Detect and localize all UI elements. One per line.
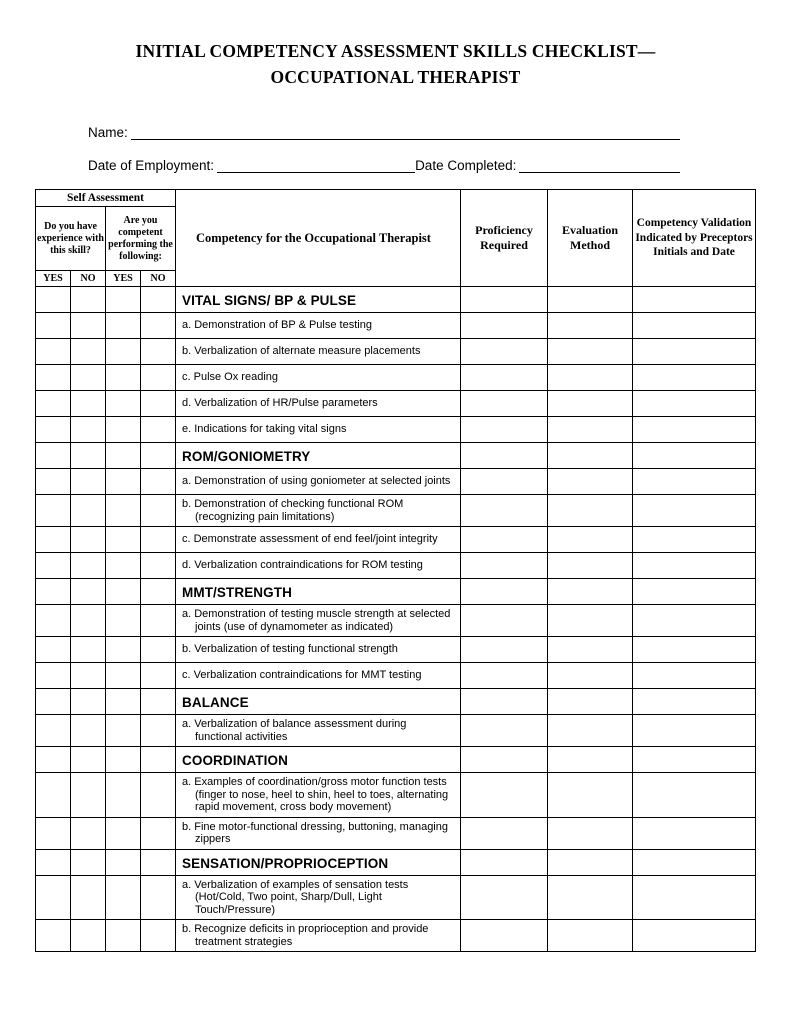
proficiency-cell — [461, 715, 548, 747]
evaluation-method-cell — [548, 391, 633, 417]
evaluation-method-cell — [548, 527, 633, 553]
evaluation-method-cell — [548, 663, 633, 689]
proficiency-cell — [461, 689, 548, 715]
competency-item-cell: a. Demonstration of using goniometer at selected joints — [176, 469, 461, 495]
item-row — [36, 391, 756, 417]
experience-yes-cell — [36, 715, 71, 747]
competent-no-cell — [141, 849, 176, 875]
experience-yes-cell — [36, 689, 71, 715]
experience-no-cell — [71, 443, 106, 469]
experience-no-cell — [71, 391, 106, 417]
competency-item-cell: b. Recognize deficits in proprioception and provide treatment strategies — [176, 920, 461, 952]
proficiency-cell — [461, 817, 548, 849]
experience-question-header: Do you have experience with this skill? — [36, 207, 106, 271]
evaluation-method-cell — [548, 747, 633, 773]
experience-no-cell — [71, 773, 106, 818]
competent-no-cell — [141, 663, 176, 689]
section-row — [36, 287, 756, 313]
evaluation-method-column-header: Evaluation Method — [548, 190, 633, 287]
evaluation-method-cell — [548, 637, 633, 663]
section-title-cell: COORDINATION — [176, 747, 461, 773]
proficiency-cell — [461, 920, 548, 952]
document-title — [0, 38, 791, 90]
experience-no-cell — [71, 875, 106, 920]
experience-no-cell — [71, 715, 106, 747]
experience-yes-cell — [36, 849, 71, 875]
competent-no-cell — [141, 773, 176, 818]
competency-item-cell: c. Pulse Ox reading — [176, 365, 461, 391]
experience-no-cell — [71, 553, 106, 579]
section-row — [36, 747, 756, 773]
evaluation-method-cell — [548, 773, 633, 818]
experience-yes-header: YES — [36, 271, 71, 287]
experience-yes-cell — [36, 365, 71, 391]
experience-yes-cell — [36, 920, 71, 952]
section-title-cell: MMT/STRENGTH — [176, 579, 461, 605]
competency-item-cell: a. Verbalization of examples of sensation tests (Hot/Cold, Two point, Sharp/Dull, Light Touch/Pressure) — [176, 875, 461, 920]
competent-yes-cell — [106, 339, 141, 365]
item-row — [36, 875, 756, 920]
experience-no-cell — [71, 495, 106, 527]
experience-yes-cell — [36, 495, 71, 527]
competency-item-cell: a. Verbalization of balance assessment during functional activities — [176, 715, 461, 747]
experience-yes-cell — [36, 443, 71, 469]
experience-no-cell — [71, 527, 106, 553]
item-row — [36, 417, 756, 443]
experience-yes-cell — [36, 579, 71, 605]
validation-cell — [633, 773, 756, 818]
competency-item-cell: d. Verbalization of HR/Pulse parameters — [176, 391, 461, 417]
validation-cell — [633, 339, 756, 365]
competent-yes-cell — [106, 605, 141, 637]
header-fields — [88, 120, 680, 173]
competency-item-cell: a. Demonstration of testing muscle strength at selected joints (use of dynamometer as indicated) — [176, 605, 461, 637]
competent-yes-cell — [106, 495, 141, 527]
item-row — [36, 313, 756, 339]
validation-cell — [633, 391, 756, 417]
item-row — [36, 637, 756, 663]
experience-yes-cell — [36, 747, 71, 773]
competent-no-cell — [141, 920, 176, 952]
validation-column-header: Competency Validation Indicated by Preceptors Initials and Date — [633, 190, 756, 287]
validation-cell — [633, 313, 756, 339]
proficiency-cell — [461, 313, 548, 339]
competent-yes-cell — [106, 313, 141, 339]
competency-item-cell: b. Demonstration of checking functional ROM (recognizing pain limitations) — [176, 495, 461, 527]
competent-no-cell — [141, 495, 176, 527]
competent-yes-cell — [106, 527, 141, 553]
experience-no-cell — [71, 817, 106, 849]
validation-cell — [633, 605, 756, 637]
competent-yes-cell — [106, 391, 141, 417]
competent-no-cell — [141, 287, 176, 313]
date-of-employment-fill-line — [217, 152, 415, 173]
experience-yes-cell — [36, 313, 71, 339]
date-of-employment-label: Date of Employment: — [88, 158, 215, 173]
evaluation-method-cell — [548, 553, 633, 579]
validation-cell — [633, 747, 756, 773]
experience-no-cell — [71, 469, 106, 495]
competent-yes-cell — [106, 849, 141, 875]
experience-no-cell — [71, 920, 106, 952]
competency-item-cell: a. Demonstration of BP & Pulse testing — [176, 313, 461, 339]
evaluation-method-cell — [548, 875, 633, 920]
proficiency-cell — [461, 579, 548, 605]
validation-cell — [633, 365, 756, 391]
competent-yes-cell — [106, 469, 141, 495]
experience-yes-cell — [36, 417, 71, 443]
competency-item-cell: a. Examples of coordination/gross motor function tests (finger to nose, heel to shin, heel to toes, alternating rapid movement, cross body movement) — [176, 773, 461, 818]
competent-yes-cell — [106, 417, 141, 443]
proficiency-cell — [461, 443, 548, 469]
date-completed-fill-line — [519, 152, 680, 173]
experience-yes-cell — [36, 875, 71, 920]
proficiency-cell — [461, 849, 548, 875]
name-label: Name: — [88, 125, 128, 140]
section-row — [36, 689, 756, 715]
experience-no-cell — [71, 579, 106, 605]
competent-no-cell — [141, 715, 176, 747]
item-row — [36, 339, 756, 365]
experience-no-cell — [71, 365, 106, 391]
competent-no-cell — [141, 365, 176, 391]
competency-item-cell: b. Fine motor-functional dressing, buttoning, managing zippers — [176, 817, 461, 849]
item-row — [36, 495, 756, 527]
competent-question-header: Are you competent performing the following: — [106, 207, 176, 271]
section-row — [36, 579, 756, 605]
competent-yes-cell — [106, 579, 141, 605]
competent-no-cell — [141, 469, 176, 495]
competent-yes-cell — [106, 773, 141, 818]
validation-cell — [633, 417, 756, 443]
self-assessment-header: Self Assessment — [36, 190, 176, 207]
competent-yes-cell — [106, 715, 141, 747]
experience-yes-cell — [36, 469, 71, 495]
experience-yes-cell — [36, 773, 71, 818]
item-row — [36, 469, 756, 495]
proficiency-cell — [461, 391, 548, 417]
validation-cell — [633, 579, 756, 605]
proficiency-cell — [461, 773, 548, 818]
item-row — [36, 663, 756, 689]
competent-yes-cell — [106, 553, 141, 579]
validation-cell — [633, 875, 756, 920]
date-completed-label: Date Completed: — [415, 158, 517, 173]
validation-cell — [633, 495, 756, 527]
experience-yes-cell — [36, 287, 71, 313]
item-row — [36, 773, 756, 818]
section-title-cell: SENSATION/PROPRIOCEPTION — [176, 849, 461, 875]
checklist-table — [35, 189, 756, 952]
competent-no-cell — [141, 443, 176, 469]
competent-no-cell — [141, 689, 176, 715]
proficiency-cell — [461, 495, 548, 527]
competent-no-header: NO — [141, 271, 176, 287]
validation-cell — [633, 553, 756, 579]
competent-yes-cell — [106, 637, 141, 663]
competent-yes-cell — [106, 443, 141, 469]
competent-no-cell — [141, 605, 176, 637]
evaluation-method-cell — [548, 287, 633, 313]
proficiency-cell — [461, 417, 548, 443]
dates-field-row — [88, 153, 680, 173]
name-fill-line — [131, 119, 680, 140]
item-row — [36, 715, 756, 747]
evaluation-method-cell — [548, 817, 633, 849]
validation-cell — [633, 443, 756, 469]
evaluation-method-cell — [548, 715, 633, 747]
experience-no-cell — [71, 339, 106, 365]
competency-item-cell: c. Demonstrate assessment of end feel/joint integrity — [176, 527, 461, 553]
experience-yes-cell — [36, 391, 71, 417]
validation-cell — [633, 637, 756, 663]
checklist-header — [36, 190, 756, 287]
section-title-cell: ROM/GONIOMETRY — [176, 443, 461, 469]
competent-yes-header: YES — [106, 271, 141, 287]
validation-cell — [633, 469, 756, 495]
competent-no-cell — [141, 417, 176, 443]
experience-no-cell — [71, 605, 106, 637]
name-field-row — [88, 120, 680, 140]
section-title-cell: BALANCE — [176, 689, 461, 715]
validation-cell — [633, 920, 756, 952]
experience-yes-cell — [36, 817, 71, 849]
competency-item-cell: b. Verbalization of testing functional strength — [176, 637, 461, 663]
evaluation-method-cell — [548, 689, 633, 715]
proficiency-cell — [461, 605, 548, 637]
proficiency-cell — [461, 469, 548, 495]
experience-no-cell — [71, 849, 106, 875]
experience-yes-cell — [36, 527, 71, 553]
checklist-table-wrap — [35, 189, 791, 952]
validation-cell — [633, 715, 756, 747]
competent-yes-cell — [106, 920, 141, 952]
header-row-1 — [36, 190, 756, 207]
proficiency-cell — [461, 365, 548, 391]
proficiency-cell — [461, 747, 548, 773]
competent-no-cell — [141, 313, 176, 339]
title-line-1: INITIAL COMPETENCY ASSESSMENT SKILLS CHECKLIST— — [135, 41, 656, 61]
evaluation-method-cell — [548, 313, 633, 339]
experience-yes-cell — [36, 339, 71, 365]
evaluation-method-cell — [548, 495, 633, 527]
competent-yes-cell — [106, 689, 141, 715]
competency-item-cell: e. Indications for taking vital signs — [176, 417, 461, 443]
proficiency-cell — [461, 339, 548, 365]
experience-no-cell — [71, 637, 106, 663]
evaluation-method-cell — [548, 443, 633, 469]
competency-column-header: Competency for the Occupational Therapist — [176, 190, 461, 287]
evaluation-method-cell — [548, 920, 633, 952]
item-row — [36, 920, 756, 952]
evaluation-method-cell — [548, 605, 633, 637]
item-row — [36, 527, 756, 553]
experience-yes-cell — [36, 605, 71, 637]
validation-cell — [633, 849, 756, 875]
evaluation-method-cell — [548, 417, 633, 443]
competent-no-cell — [141, 579, 176, 605]
competent-yes-cell — [106, 747, 141, 773]
competent-no-cell — [141, 817, 176, 849]
competency-item-cell: c. Verbalization contraindications for MMT testing — [176, 663, 461, 689]
section-title-cell: VITAL SIGNS/ BP & PULSE — [176, 287, 461, 313]
evaluation-method-cell — [548, 365, 633, 391]
competent-no-cell — [141, 553, 176, 579]
validation-cell — [633, 663, 756, 689]
item-row — [36, 605, 756, 637]
proficiency-cell — [461, 875, 548, 920]
proficiency-cell — [461, 553, 548, 579]
experience-no-cell — [71, 689, 106, 715]
competent-no-cell — [141, 875, 176, 920]
section-row — [36, 443, 756, 469]
experience-no-cell — [71, 747, 106, 773]
proficiency-cell — [461, 637, 548, 663]
evaluation-method-cell — [548, 849, 633, 875]
experience-no-cell — [71, 417, 106, 443]
experience-no-cell — [71, 663, 106, 689]
item-row — [36, 817, 756, 849]
competent-yes-cell — [106, 287, 141, 313]
competent-no-cell — [141, 391, 176, 417]
validation-cell — [633, 817, 756, 849]
proficiency-cell — [461, 527, 548, 553]
competency-item-cell: b. Verbalization of alternate measure placements — [176, 339, 461, 365]
experience-yes-cell — [36, 553, 71, 579]
validation-cell — [633, 287, 756, 313]
evaluation-method-cell — [548, 469, 633, 495]
experience-no-header: NO — [71, 271, 106, 287]
competency-item-cell: d. Verbalization contraindications for ROM testing — [176, 553, 461, 579]
competent-yes-cell — [106, 365, 141, 391]
competent-yes-cell — [106, 875, 141, 920]
competent-yes-cell — [106, 817, 141, 849]
title-line-2: OCCUPATIONAL THERAPIST — [270, 67, 521, 87]
experience-no-cell — [71, 313, 106, 339]
experience-yes-cell — [36, 637, 71, 663]
evaluation-method-cell — [548, 579, 633, 605]
proficiency-cell — [461, 287, 548, 313]
section-row — [36, 849, 756, 875]
competent-no-cell — [141, 747, 176, 773]
competent-yes-cell — [106, 663, 141, 689]
experience-yes-cell — [36, 663, 71, 689]
validation-cell — [633, 689, 756, 715]
validation-cell — [633, 527, 756, 553]
competent-no-cell — [141, 339, 176, 365]
item-row — [36, 365, 756, 391]
checklist-body — [36, 287, 756, 952]
competent-no-cell — [141, 527, 176, 553]
experience-no-cell — [71, 287, 106, 313]
proficiency-column-header: Proficiency Required — [461, 190, 548, 287]
proficiency-cell — [461, 663, 548, 689]
item-row — [36, 553, 756, 579]
evaluation-method-cell — [548, 339, 633, 365]
competent-no-cell — [141, 637, 176, 663]
